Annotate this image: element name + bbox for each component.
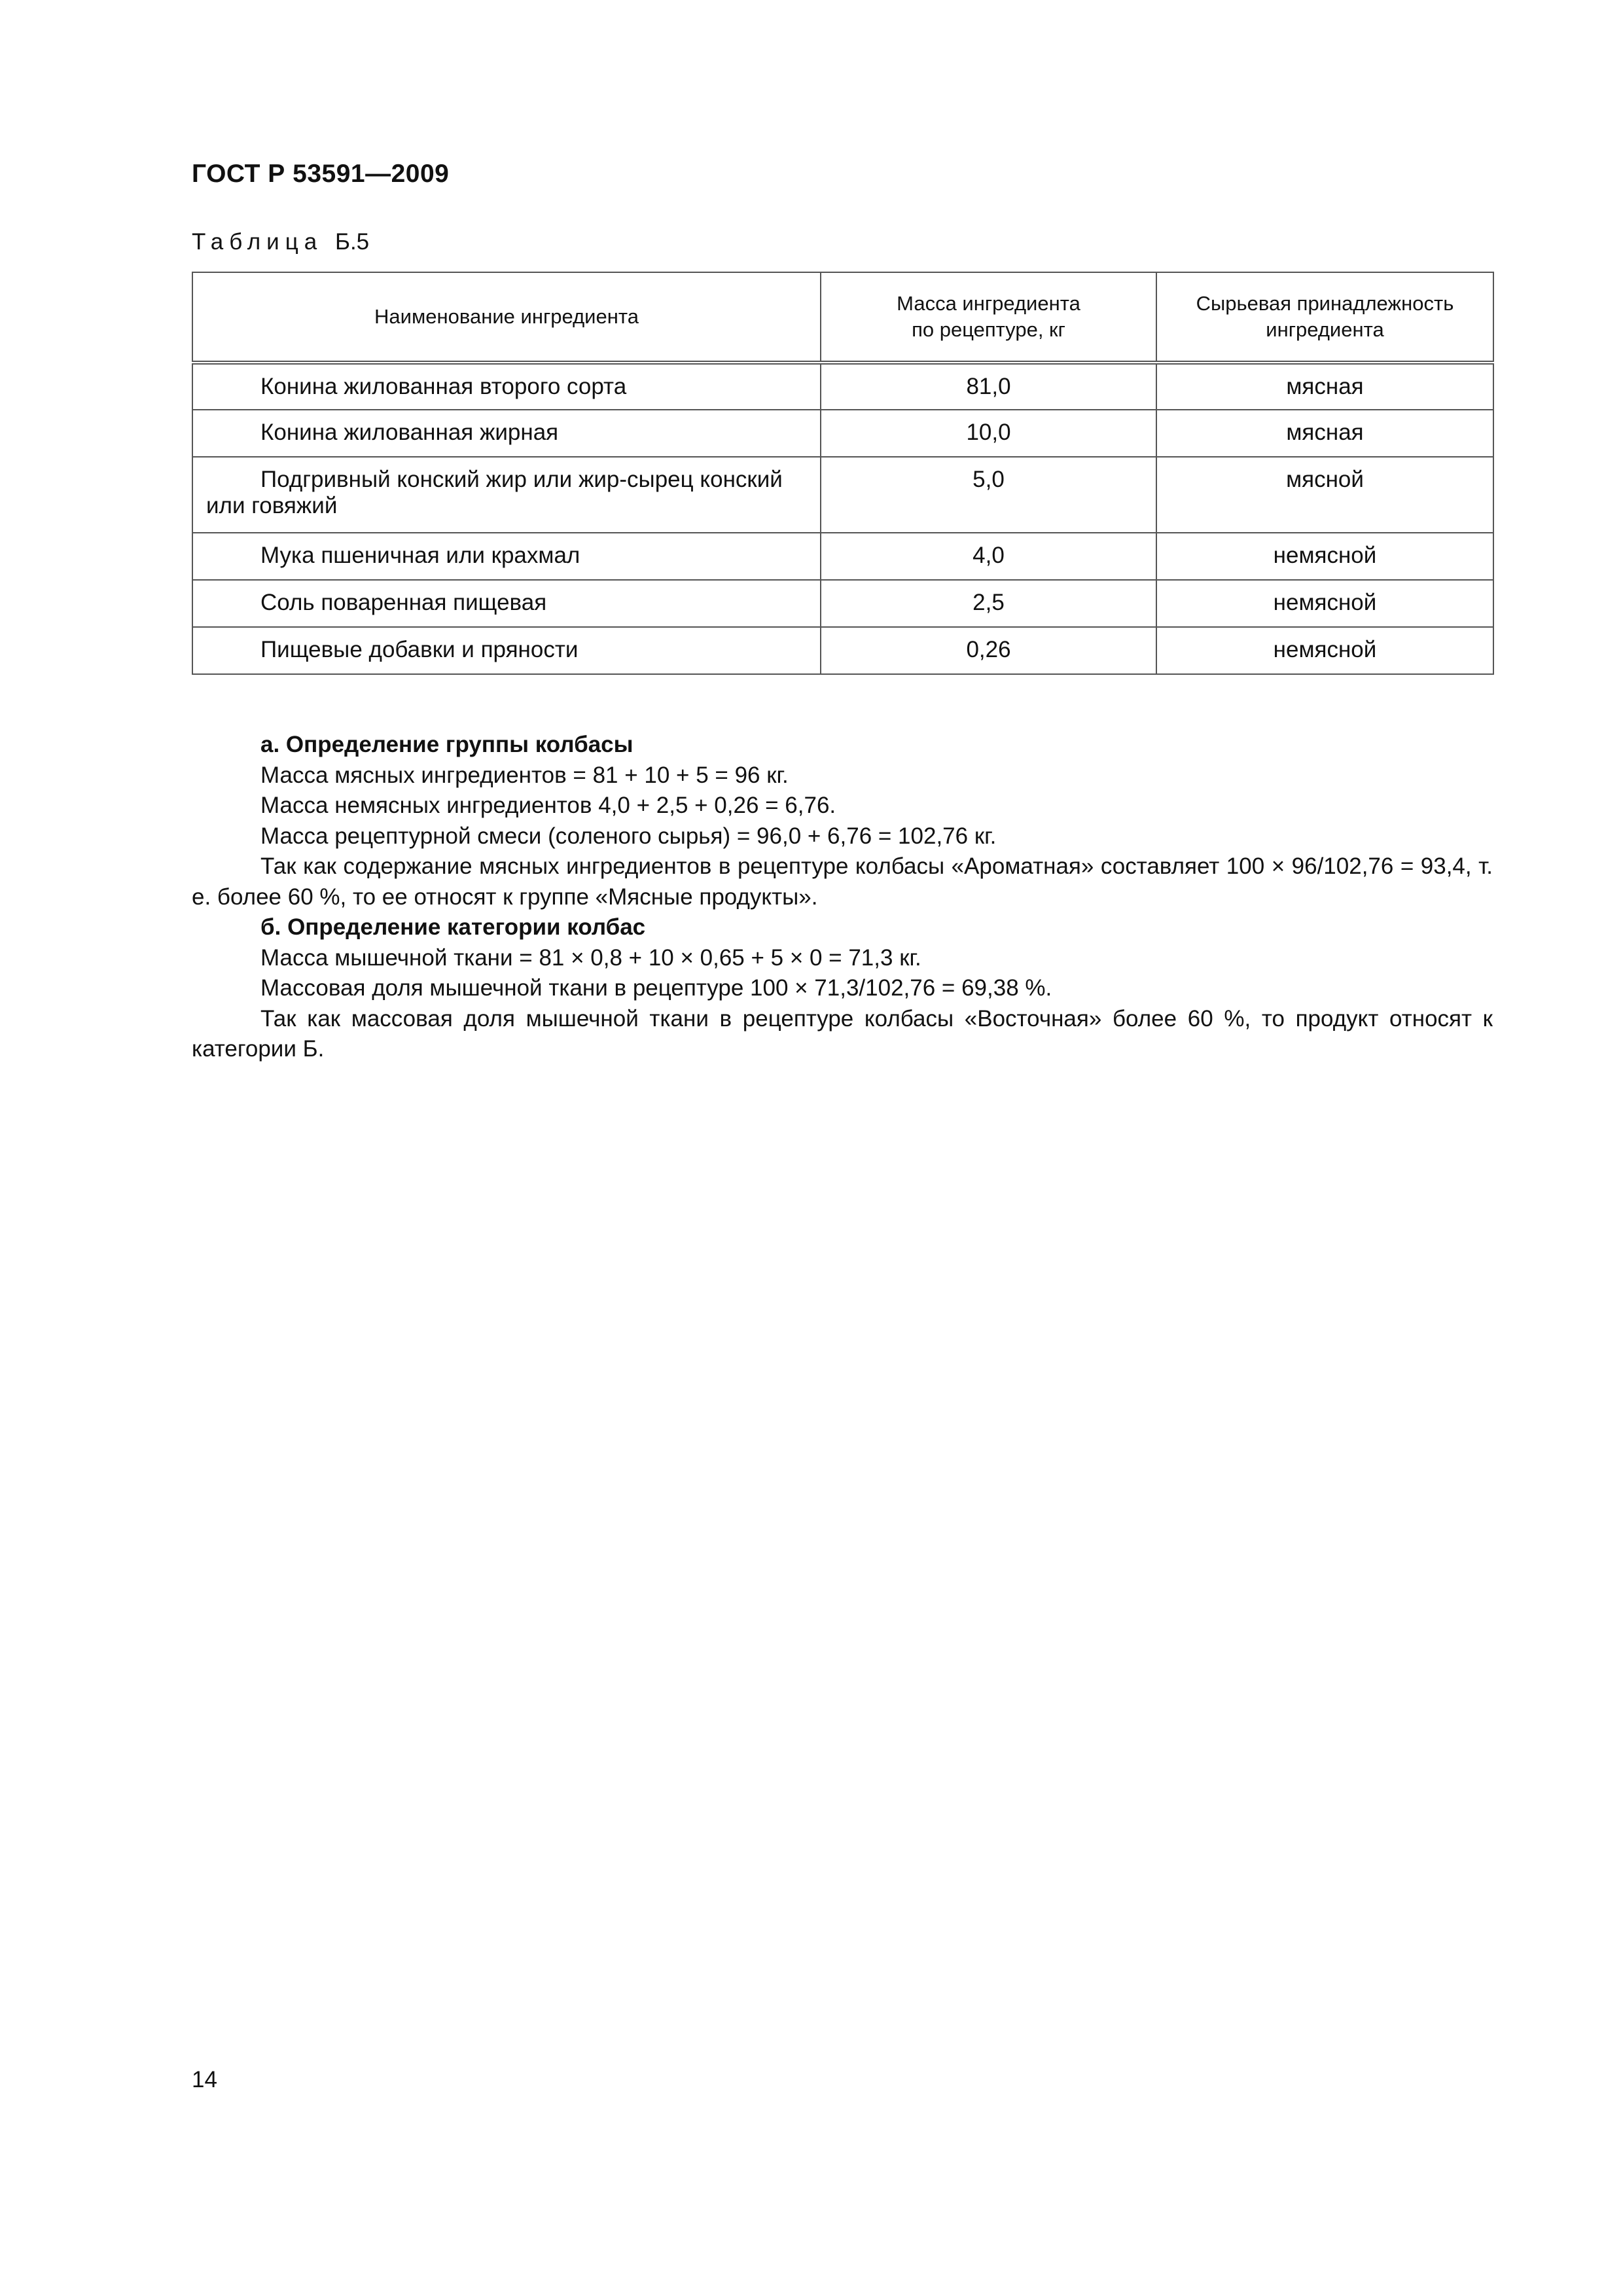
table-row (192, 363, 1493, 410)
table-caption-number: Б.5 (334, 229, 370, 255)
cell-ingredient-type: мясная (1156, 410, 1493, 457)
table-row (192, 580, 1493, 627)
cell-ingredient-name: Конина жилованная жирная (192, 410, 821, 457)
cell-ingredient-name: Конина жилованная второго сорта (192, 363, 821, 410)
column-header-mass-line2: по рецептуре, кг (912, 318, 1065, 341)
cell-ingredient-mass: 4,0 (821, 533, 1156, 580)
table-row (192, 457, 1493, 533)
cell-ingredient-type: мясная (1156, 363, 1493, 410)
table-row (192, 533, 1493, 580)
calc-line-muscle-share: Массовая доля мышечной ткани в рецептуре 100 × 71,3/102,76 = 69,38 %. (260, 975, 1052, 1001)
calculation-section (192, 730, 1493, 1065)
section-b-heading: б. Определение категории колбас (260, 914, 646, 940)
section-a-heading: а. Определение группы колбасы (260, 732, 633, 757)
table-header-row (192, 272, 1493, 363)
cell-ingredient-name: Пищевые добавки и пряности (192, 627, 821, 674)
cell-ingredient-type: немясной (1156, 580, 1493, 627)
calc-line-group-conclusion: Так как содержание мясных ингредиентов в рецептуре колбасы «Ароматная» составляет 100 × 96/102,76 = 93,4, т. е. более 60 %, то ее относят к группе «Мясные продукты». (192, 853, 1493, 910)
document-header: ГОСТ Р 53591—2009 (192, 160, 450, 188)
column-header-name: Наименование ингредиента (192, 272, 821, 363)
cell-ingredient-name: Мука пшеничная или крахмал (192, 533, 821, 580)
cell-ingredient-type: немясной (1156, 627, 1493, 674)
cell-ingredient-mass: 5,0 (821, 457, 1156, 533)
cell-ingredient-type: немясной (1156, 533, 1493, 580)
table-row (192, 627, 1493, 674)
cell-ingredient-name: Соль поваренная пищевая (192, 580, 821, 627)
table-caption (192, 229, 369, 255)
cell-ingredient-mass: 0,26 (821, 627, 1156, 674)
calc-line-category-conclusion: Так как массовая доля мышечной ткани в рецептуре колбасы «Восточная» более 60 %, то продукт относят к категории Б. (192, 1005, 1493, 1062)
calc-line-nonmeat-mass: Масса немясных ингредиентов 4,0 + 2,5 + 0,26 = 6,76. (260, 793, 836, 818)
column-header-type (1156, 272, 1493, 363)
table-row (192, 410, 1493, 457)
table-caption-word: Таблица (192, 229, 323, 255)
page-number: 14 (192, 2067, 217, 2092)
cell-ingredient-name: Подгривный конский жир или жир-сырец конский или говяжий (192, 457, 821, 533)
cell-ingredient-mass: 2,5 (821, 580, 1156, 627)
column-header-type-line2: ингредиента (1266, 318, 1384, 341)
calc-line-mixture-mass: Масса рецептурной смеси (соленого сырья) = 96,0 + 6,76 = 102,76 кг. (260, 823, 997, 849)
cell-ingredient-mass: 10,0 (821, 410, 1156, 457)
column-header-mass-line1: Масса ингредиента (897, 292, 1080, 315)
calc-line-muscle-mass: Масса мышечной ткани = 81 × 0,8 + 10 × 0,65 + 5 × 0 = 71,3 кг. (260, 944, 921, 971)
ingredients-table (192, 272, 1494, 675)
calc-line-meat-mass: Масса мясных ингредиентов = 81 + 10 + 5 = 96 кг. (260, 762, 789, 788)
cell-ingredient-type: мясной (1156, 457, 1493, 533)
column-header-mass (821, 272, 1156, 363)
column-header-type-line1: Сырьевая принадлежность (1196, 292, 1454, 315)
cell-ingredient-mass: 81,0 (821, 363, 1156, 410)
